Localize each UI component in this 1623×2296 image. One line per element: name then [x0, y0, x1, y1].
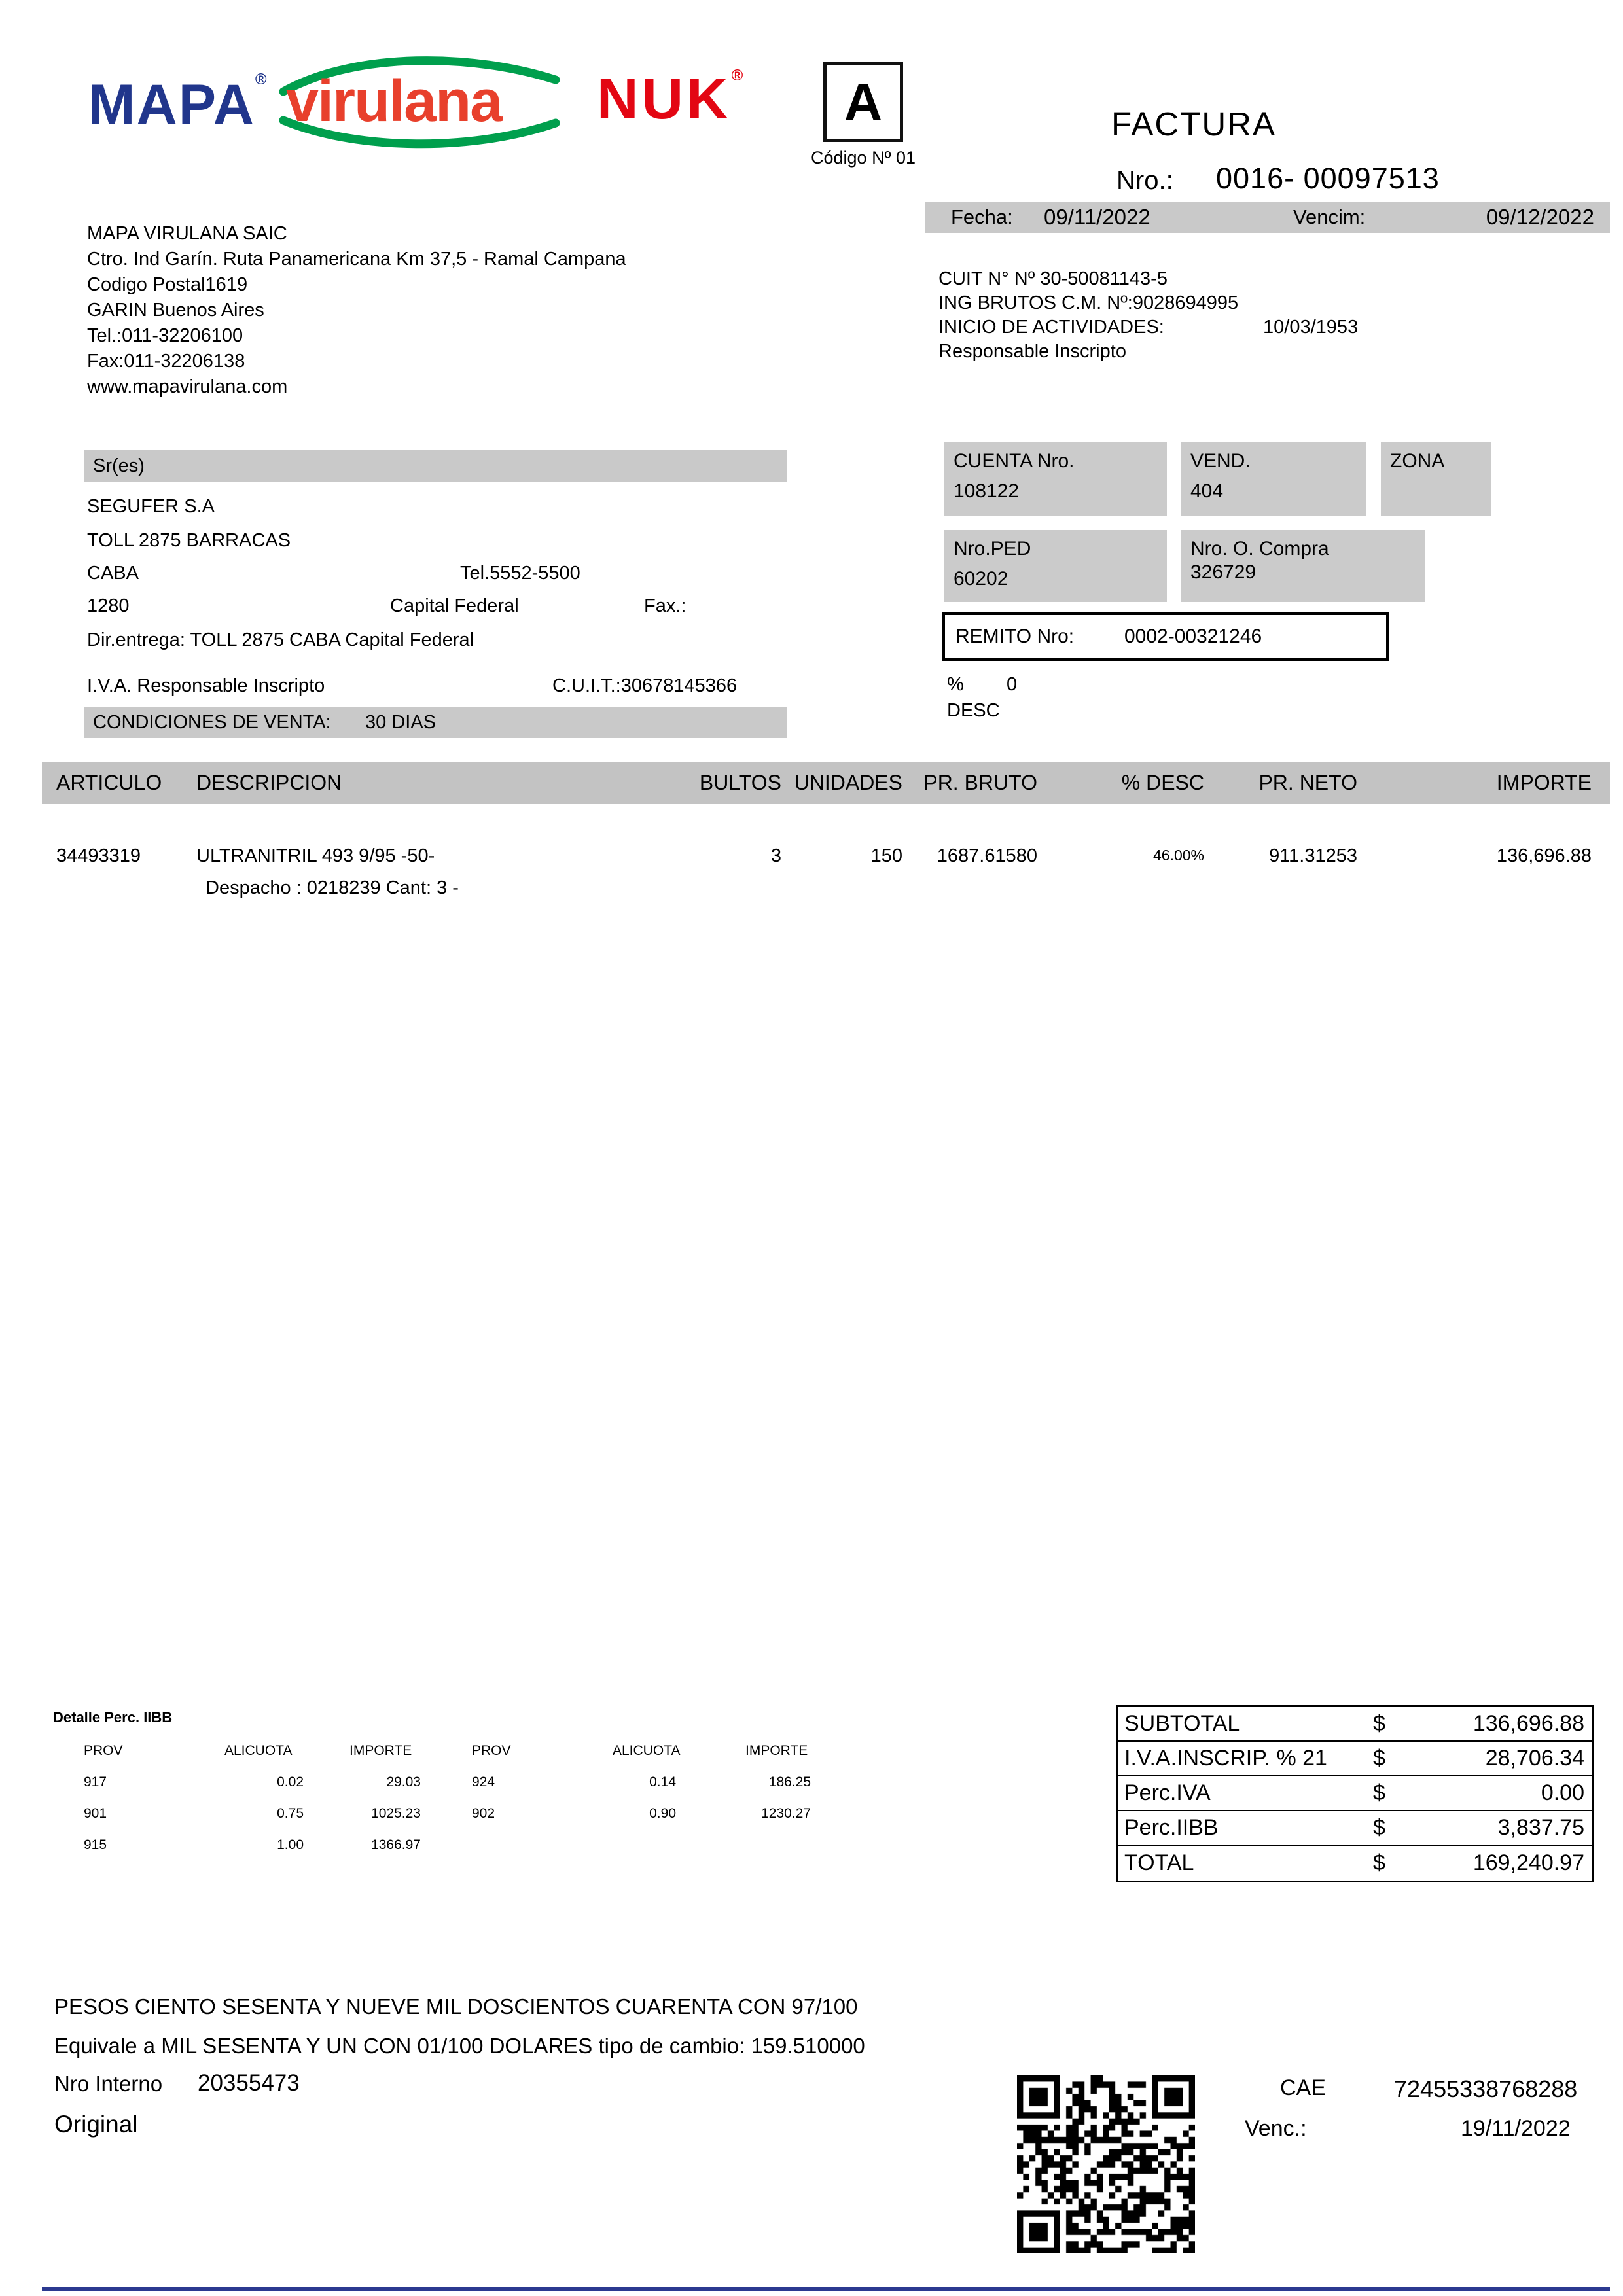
- page-title: FACTURA: [1111, 105, 1277, 143]
- iibb-cell: 901: [84, 1806, 107, 1821]
- pedido-box: [944, 530, 1167, 602]
- dates-bar: [925, 202, 1610, 233]
- remito-label: REMITO Nro:: [955, 626, 1075, 647]
- iibb-header-alicuota-1: ALICUOTA: [224, 1743, 293, 1758]
- items-table-header: [42, 762, 1610, 804]
- currency-sign: $: [1373, 1780, 1385, 1805]
- zona-box: [1381, 442, 1491, 516]
- company-postal: Codigo Postal1619: [87, 274, 248, 295]
- nro-interno-value: 20355473: [198, 2070, 300, 2096]
- pedido-label: Nro.PED: [954, 538, 1031, 559]
- customer-dir-entrega: Dir.entrega: TOLL 2875 CABA Capital Federal: [87, 629, 474, 650]
- item-descripcion-line2: Despacho : 0218239 Cant: 3 -: [205, 877, 459, 898]
- nuk-logo-text: NUK: [597, 66, 732, 131]
- iibb-cell: 29.03: [386, 1775, 421, 1790]
- iibb-cell: 0.90: [649, 1806, 676, 1821]
- fecha-label: Fecha:: [951, 205, 1013, 228]
- col-header-pr-neto: PR. NETO: [1258, 770, 1357, 794]
- desc-label: DESC: [947, 700, 1000, 721]
- pedido-value: 60202: [954, 568, 1008, 590]
- customer-cuit: C.U.I.T.:30678145366: [552, 675, 738, 696]
- zona-label: ZONA: [1390, 450, 1445, 472]
- invoice-number-value: 0016- 00097513: [1216, 162, 1440, 195]
- col-header-descripcion: DESCRIPCION: [196, 770, 342, 794]
- iibb-cell: 924: [472, 1775, 495, 1790]
- currency-sign: $: [1373, 1815, 1385, 1840]
- condiciones-label: CONDICIONES DE VENTA:: [93, 712, 331, 733]
- company-tel: Tel.:011-32206100: [87, 325, 243, 346]
- invoice-letter-box: [823, 62, 903, 142]
- fiscal-block: [938, 267, 1358, 364]
- perc-iva-label: Perc.IVA: [1124, 1780, 1211, 1805]
- fiscal-ing-brutos: ING BRUTOS C.M. Nº:9028694995: [938, 292, 1239, 313]
- orden-compra-label: Nro. O. Compra: [1190, 538, 1329, 559]
- virulana-logo: [278, 48, 560, 156]
- company-name: MAPA VIRULANA SAIC: [87, 223, 287, 244]
- item-unidades: 150: [870, 845, 902, 866]
- perc-iibb-table: [84, 1743, 870, 1853]
- invoice-number-label: Nro.:: [1116, 166, 1173, 195]
- item-articulo: 34493319: [56, 845, 141, 866]
- iibb-header-alicuota-2: ALICUOTA: [613, 1743, 681, 1758]
- iibb-cell: 1366.97: [371, 1837, 421, 1852]
- perc-iibb-label: Perc.IIBB: [1124, 1815, 1219, 1840]
- iibb-cell: 902: [472, 1806, 495, 1821]
- registered-mark-icon: ®: [255, 71, 268, 88]
- virulana-logo-text: virulana: [286, 69, 502, 134]
- vendedor-box: [1181, 442, 1366, 516]
- total-row: [1118, 1846, 1592, 1881]
- iibb-cell: 917: [84, 1775, 107, 1790]
- customer-iva: I.V.A. Responsable Inscripto: [87, 675, 325, 696]
- customer-header-bar: Sr(es): [84, 450, 787, 482]
- item-pr-bruto: 1687.61580: [936, 845, 1037, 866]
- perc-iva-value: 0.00: [1541, 1780, 1584, 1805]
- registered-mark-icon: ®: [731, 67, 747, 84]
- currency-sign: $: [1373, 1746, 1385, 1771]
- iibb-cell: 1025.23: [371, 1806, 421, 1821]
- perc-iva-row: [1118, 1776, 1592, 1811]
- condiciones-bar: [84, 707, 787, 738]
- invoice-letter: A: [844, 73, 882, 131]
- fiscal-inicio-value: 10/03/1953: [1263, 317, 1359, 338]
- fecha-value: 09/11/2022: [1044, 205, 1150, 229]
- col-header-bultos: BULTOS: [699, 770, 781, 794]
- cae-venc-label: Venc.:: [1245, 2116, 1307, 2141]
- cuenta-label: CUENTA Nro.: [954, 450, 1075, 472]
- vendedor-label: VEND.: [1190, 450, 1251, 472]
- iva-row: [1118, 1742, 1592, 1776]
- iva-value: 28,706.34: [1485, 1746, 1584, 1771]
- iibb-header-prov-1: PROV: [84, 1743, 123, 1758]
- vencim-value: 09/12/2022: [1486, 205, 1594, 229]
- bottom-rule: [42, 2287, 1610, 2291]
- customer-fax-label: Fax.:: [644, 595, 687, 616]
- customer-tel: Tel.5552-5500: [460, 563, 580, 584]
- col-header-unidades: UNIDADES: [794, 770, 902, 794]
- perc-iibb-value: 3,837.75: [1497, 1815, 1584, 1840]
- mapa-logo-text: MAPA: [88, 73, 255, 136]
- item-pr-neto: 911.31253: [1269, 845, 1357, 866]
- company-city: GARIN Buenos Aires: [87, 300, 264, 321]
- table-row: [42, 845, 1610, 899]
- desc-percent-sign: %: [947, 674, 964, 695]
- remito-box: [942, 612, 1389, 661]
- currency-sign: $: [1373, 1711, 1385, 1736]
- customer-address: TOLL 2875 BARRACAS: [87, 530, 291, 551]
- customer-name: SEGUFER S.A: [87, 496, 215, 517]
- iibb-header-importe-1: IMPORTE: [349, 1743, 412, 1758]
- col-header-desc: % DESC: [1121, 770, 1204, 794]
- iibb-cell: 0.75: [277, 1806, 304, 1821]
- col-header-pr-bruto: PR. BRUTO: [923, 770, 1037, 794]
- perc-iibb-title: Detalle Perc. IIBB: [53, 1709, 173, 1725]
- nuk-logo: [597, 65, 746, 132]
- fiscal-inicio-line: [938, 315, 1358, 340]
- vendedor-value: 404: [1190, 480, 1224, 502]
- subtotal-row: [1118, 1707, 1592, 1742]
- iibb-cell: [613, 1837, 745, 1853]
- iibb-header-importe-2: IMPORTE: [745, 1743, 808, 1758]
- nro-interno-label: Nro Interno: [54, 2072, 163, 2096]
- iva-label: I.V.A.INSCRIP. % 21: [1124, 1746, 1327, 1771]
- copy-type-label: Original: [54, 2111, 138, 2138]
- cae-label: CAE: [1280, 2075, 1326, 2100]
- item-importe: 136,696.88: [1496, 845, 1592, 866]
- dollar-equivalence: Equivale a MIL SESENTA Y UN CON 01/100 DOLARES tipo de cambio: 159.510000: [54, 2034, 865, 2058]
- mapa-logo: [88, 71, 268, 137]
- company-fax: Fax:011-32206138: [87, 351, 245, 372]
- iibb-cell: 0.14: [649, 1775, 676, 1790]
- cae-value: 72455338768288: [1394, 2075, 1578, 2102]
- cuenta-value: 108122: [954, 480, 1020, 502]
- item-descripcion: [186, 845, 644, 899]
- desc-percent-value: 0: [1007, 674, 1018, 695]
- customer-zip: 1280: [87, 595, 130, 616]
- cuenta-box: [944, 442, 1167, 516]
- fiscal-condicion: Responsable Inscripto: [938, 341, 1126, 362]
- company-website: www.mapavirulana.com: [87, 376, 288, 397]
- iibb-cell: [745, 1837, 870, 1853]
- cae-venc-value: 19/11/2022: [1461, 2116, 1571, 2141]
- amount-in-words: PESOS CIENTO SESENTA Y NUEVE MIL DOSCIENTOS CUARENTA CON 97/100: [54, 1994, 858, 2019]
- fiscal-inicio-label: INICIO DE ACTIVIDADES:: [938, 317, 1164, 338]
- item-bultos: 3: [770, 845, 781, 866]
- customer-province: Capital Federal: [390, 595, 519, 616]
- fiscal-cuit: CUIT N° Nº 30-50081143-5: [938, 268, 1168, 289]
- company-address: Ctro. Ind Garín. Ruta Panamericana Km 37,5 - Ramal Campana: [87, 249, 626, 270]
- company-block: [87, 221, 626, 400]
- perc-iibb-section: [53, 1709, 870, 1853]
- col-header-importe: IMPORTE: [1496, 770, 1592, 794]
- iibb-cell: 1.00: [277, 1837, 304, 1852]
- iibb-cell: 0.02: [277, 1775, 304, 1790]
- remito-value: 0002-00321246: [1124, 626, 1262, 647]
- orden-compra-box: [1181, 530, 1425, 602]
- perc-iibb-row: [1118, 1811, 1592, 1846]
- item-descripcion-line1: ULTRANITRIL 493 9/95 -50-: [196, 845, 435, 866]
- orden-compra-value: 326729: [1190, 561, 1257, 583]
- totals-box: [1116, 1705, 1594, 1882]
- iibb-cell: 186.25: [768, 1775, 811, 1790]
- col-header-articulo: ARTICULO: [56, 770, 162, 794]
- subtotal-value: 136,696.88: [1472, 1711, 1584, 1736]
- total-label: TOTAL: [1124, 1850, 1194, 1875]
- currency-sign: $: [1373, 1850, 1385, 1875]
- item-desc-pct: 46.00%: [1152, 847, 1204, 864]
- invoice-codigo: Código Nº 01: [811, 148, 916, 168]
- condiciones-value: 30 DIAS: [365, 712, 436, 733]
- iibb-header-prov-2: PROV: [472, 1743, 511, 1758]
- subtotal-label: SUBTOTAL: [1124, 1711, 1240, 1736]
- iibb-cell: 915: [84, 1837, 107, 1852]
- iibb-cell: [472, 1837, 613, 1853]
- customer-city: CABA: [87, 563, 139, 584]
- qr-code: [1017, 2075, 1195, 2253]
- iibb-cell: 1230.27: [761, 1806, 811, 1821]
- total-value: 169,240.97: [1472, 1850, 1584, 1875]
- vencim-label: Vencim:: [1293, 205, 1366, 228]
